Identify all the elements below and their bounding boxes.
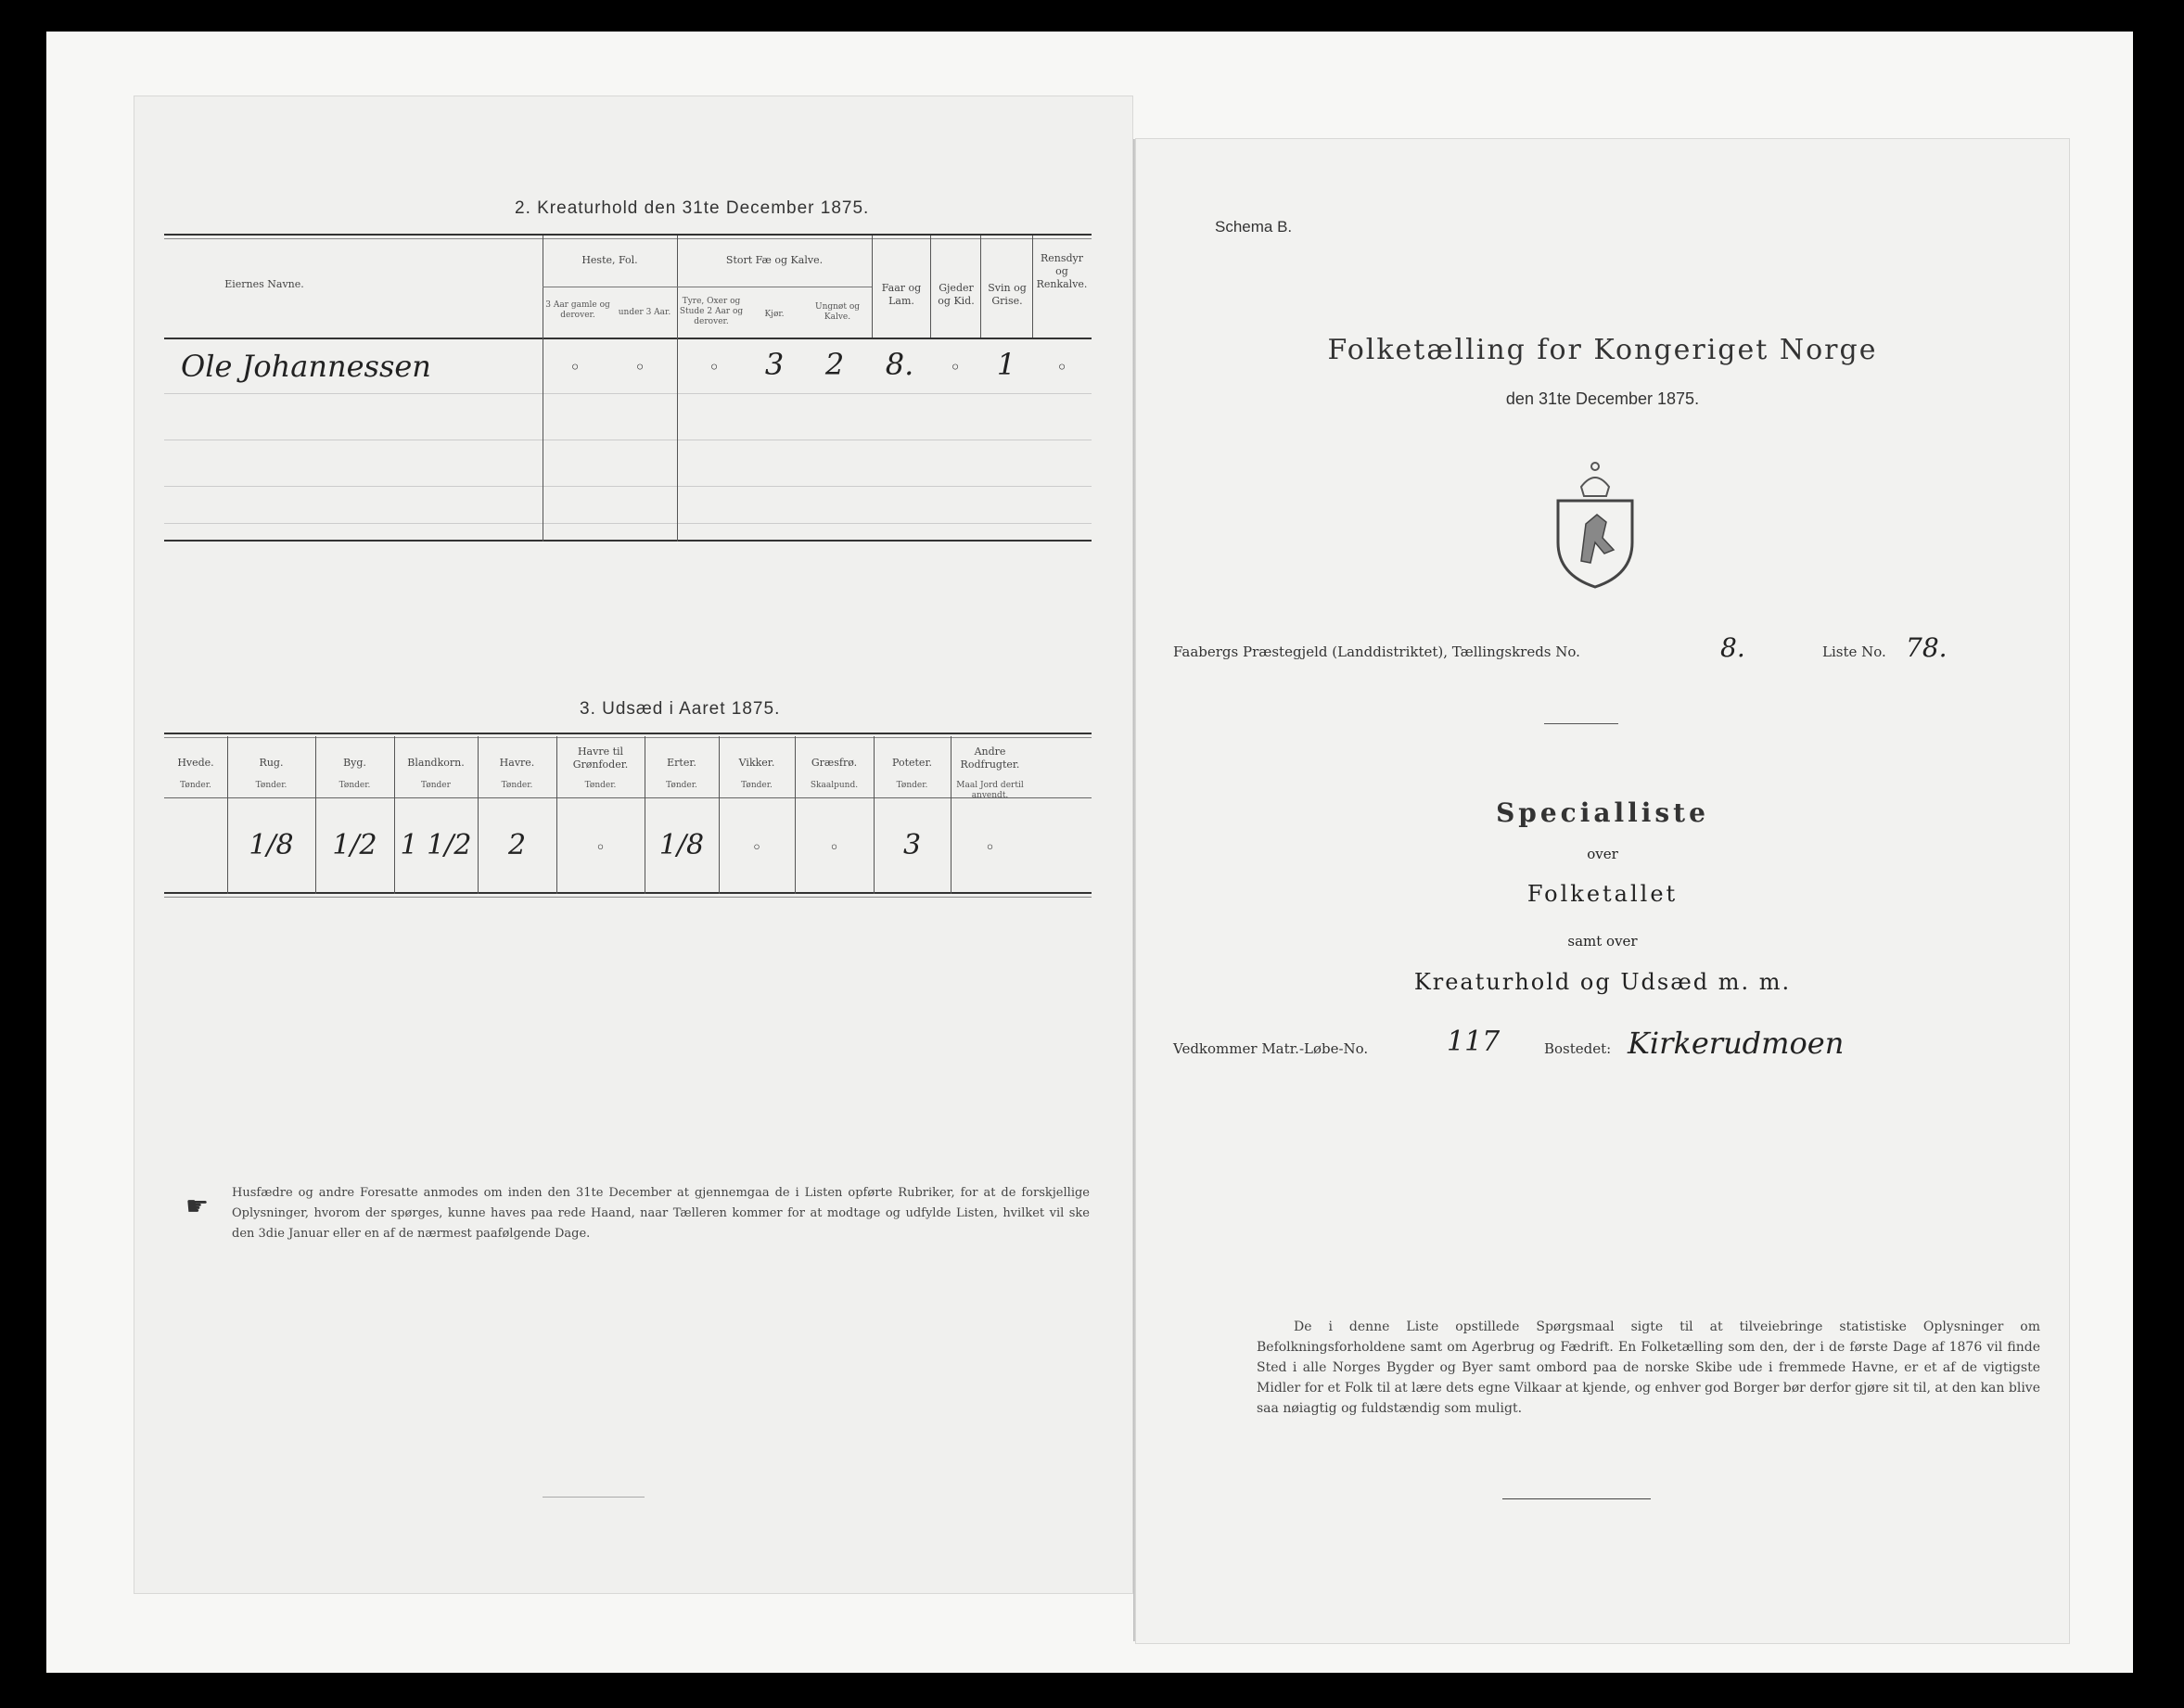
- table2-col-divider: [677, 236, 678, 542]
- table2-top-rule2: [164, 238, 1092, 239]
- table3-header-7: Vikker.: [738, 757, 775, 769]
- table3-value-10: ◦: [985, 838, 995, 858]
- header-rensdyr: Rensdyr og Renkalve.: [1036, 252, 1088, 290]
- bottom-divider: [1502, 1498, 1651, 1499]
- header-heste-a: 3 Aar gamle og derover.: [545, 300, 610, 320]
- table3-unit-10: Maal Jord dertil anvendt.: [956, 781, 1024, 800]
- table3-unit-1: Tønder.: [255, 781, 287, 790]
- left-footnote: Husfædre og andre Foresatte anmodes om inden den 31te December at gjennemgaa de i Listen opførte Rubriker, for at de forskjellige Oplysninger, hvorom der spørges, kunne haves paa rede Haand, naar Tælleren kommer for at modtage og udfylde Listen, hvilket vil ske den 3die Januar eller en af de nærmest paafølgende Dage.: [232, 1186, 1090, 1241]
- header-heste-b: under 3 Aar.: [618, 308, 671, 317]
- header-stort-fae: Stort Fæ og Kalve.: [725, 254, 824, 266]
- table3-unit-0: Tønder.: [180, 781, 211, 790]
- heste-b-value: ◦: [634, 356, 645, 378]
- header-stort-c: Ungnøt og Kalve.: [814, 302, 860, 322]
- kreds-number: 8.: [1720, 632, 1745, 663]
- table3-unit-9: Tønder.: [896, 781, 928, 790]
- matr-label: Vedkommer Matr.-Løbe-No.: [1173, 1040, 1369, 1057]
- table2-row-line: [164, 393, 1092, 394]
- table3-header-9: Poteter.: [892, 757, 932, 769]
- gjeder-value: ◦: [950, 356, 961, 378]
- section3-title: 3. Udsæd i Aaret 1875.: [580, 699, 781, 719]
- over-text-1: over: [1587, 846, 1618, 862]
- folketallet-title: Folketallet: [1526, 881, 1679, 907]
- table3-header-3: Blandkorn.: [407, 757, 465, 769]
- faar-value: 8.: [885, 347, 914, 382]
- table3-unit-7: Tønder.: [741, 781, 773, 790]
- header-gjeder: Gjeder og Kid.: [938, 282, 975, 307]
- svin-value: 1: [996, 347, 1016, 382]
- census-date: den 31te December 1875.: [1505, 389, 1700, 408]
- table3-header-0: Hvede.: [177, 757, 214, 769]
- table2-col-divider: [1032, 236, 1033, 338]
- header-heste: Heste, Fol.: [581, 254, 638, 266]
- table3-unit-3: Tønder: [421, 781, 451, 790]
- heste-a-value: ◦: [569, 356, 581, 378]
- stort-a-value: ◦: [709, 356, 720, 378]
- main-title: Folketælling for Kongeriget Norge: [1327, 334, 1878, 366]
- matr-number: 117: [1447, 1026, 1501, 1058]
- kjor-value: 3: [764, 347, 785, 382]
- schema-label: Schema B.: [1215, 218, 1293, 236]
- table2-col-divider: [980, 236, 981, 338]
- table3-header-4: Havre.: [499, 757, 535, 769]
- header-stort-b: Kjør.: [764, 310, 785, 319]
- table3-value-6: 1/8: [658, 829, 705, 861]
- table3-header-5: Havre til Grønfoder.: [572, 746, 629, 771]
- table2-col-divider: [930, 236, 931, 338]
- table3-value-9: 3: [902, 829, 922, 861]
- table3-value-1: 1/8: [249, 829, 294, 861]
- rensdyr-value: ◦: [1056, 356, 1067, 378]
- coat-of-arms-icon: [1539, 450, 1651, 589]
- owner-name: Ole Johannessen: [181, 349, 431, 384]
- right-page: [1136, 139, 2069, 1643]
- left-bottom-mark: [543, 1497, 645, 1498]
- header-stort-a: Tyre, Oxer og Stude 2 Aar og derover.: [679, 297, 744, 326]
- header-eiernes-navne: Eiernes Navne.: [224, 278, 304, 290]
- liste-label: Liste No.: [1822, 644, 1886, 660]
- left-page: [134, 96, 1132, 1593]
- ungnot-value: 2: [824, 347, 845, 382]
- specialliste-title: Specialliste: [1496, 797, 1709, 828]
- bosted-name: Kirkerudmoen: [1628, 1026, 1845, 1061]
- kreaturhold-title: Kreaturhold og Udsæd m. m.: [1413, 969, 1792, 995]
- right-footnote: De i denne Liste opstillede Spørgsmaal sigte til at tilveiebringe statistiske Oplysninger om Befolkningsforholdene samt om Agerbrug og Fædrift. En Folketælling som den, der i de første Dage af 1876 vil finde Sted i alle Norges Bygder og Byer samt ombord paa de norske Skibe ude i fremmede Havne, er et af de vigtigste Midler for et Folk til at lære dets egne Vilkaar at kjende, og enhver god Borger bør derfor gjøre sit til, at den kan blive saa nøiagtig og fuldstændig som muligt.: [1257, 1319, 2040, 1416]
- table3-header-10: Andre Rodfrugter.: [960, 746, 1020, 771]
- table3-value-2: 1/2: [332, 829, 377, 861]
- table2-col-divider: [872, 236, 873, 338]
- table3-value-5: ◦: [595, 838, 606, 858]
- table3-header-6: Erter.: [667, 757, 696, 769]
- samt-over-text: samt over: [1567, 933, 1638, 950]
- table3-header-1: Rug.: [259, 757, 284, 769]
- table3-header-8: Græsfrø.: [811, 757, 858, 769]
- table3-value-3: 1 1/2: [400, 829, 472, 861]
- table2-row-line: [164, 523, 1092, 524]
- table3-top-rule: [164, 733, 1092, 734]
- table2-header-rule: [164, 338, 1092, 339]
- table2-bottom-rule: [164, 540, 1092, 542]
- table2-top-rule: [164, 234, 1092, 236]
- table3-unit-4: Tønder.: [501, 781, 533, 790]
- table3-bottom-rule: [164, 892, 1092, 894]
- table3-header-2: Byg.: [343, 757, 366, 769]
- table3-top-rule2: [164, 737, 1092, 738]
- table3-value-7: ◦: [751, 838, 762, 858]
- table3-unit-6: Tønder.: [666, 781, 697, 790]
- section2-title: 2. Kreaturhold den 31te December 1875.: [515, 198, 870, 218]
- divider-short: [1544, 723, 1618, 724]
- bosted-label: Bostedet:: [1544, 1040, 1612, 1057]
- table3-bottom-rule2: [164, 897, 1092, 898]
- table3-value-8: ◦: [829, 838, 839, 858]
- pointing-hand-icon: ☛: [185, 1191, 210, 1221]
- table3-unit-2: Tønder.: [338, 781, 371, 790]
- district-label: Faabergs Præstegjeld (Landdistriktet), Tællingskreds No.: [1173, 644, 1580, 660]
- table3-value-4: 2: [507, 829, 527, 861]
- header-faar: Faar og Lam.: [881, 282, 922, 307]
- table3-unit-5: Tønder.: [584, 781, 617, 790]
- header-svin: Svin og Grise.: [988, 282, 1027, 307]
- liste-number: 78.: [1906, 632, 1948, 663]
- table2-row-line: [164, 486, 1092, 487]
- table3-unit-8: Skaalpund.: [810, 781, 859, 790]
